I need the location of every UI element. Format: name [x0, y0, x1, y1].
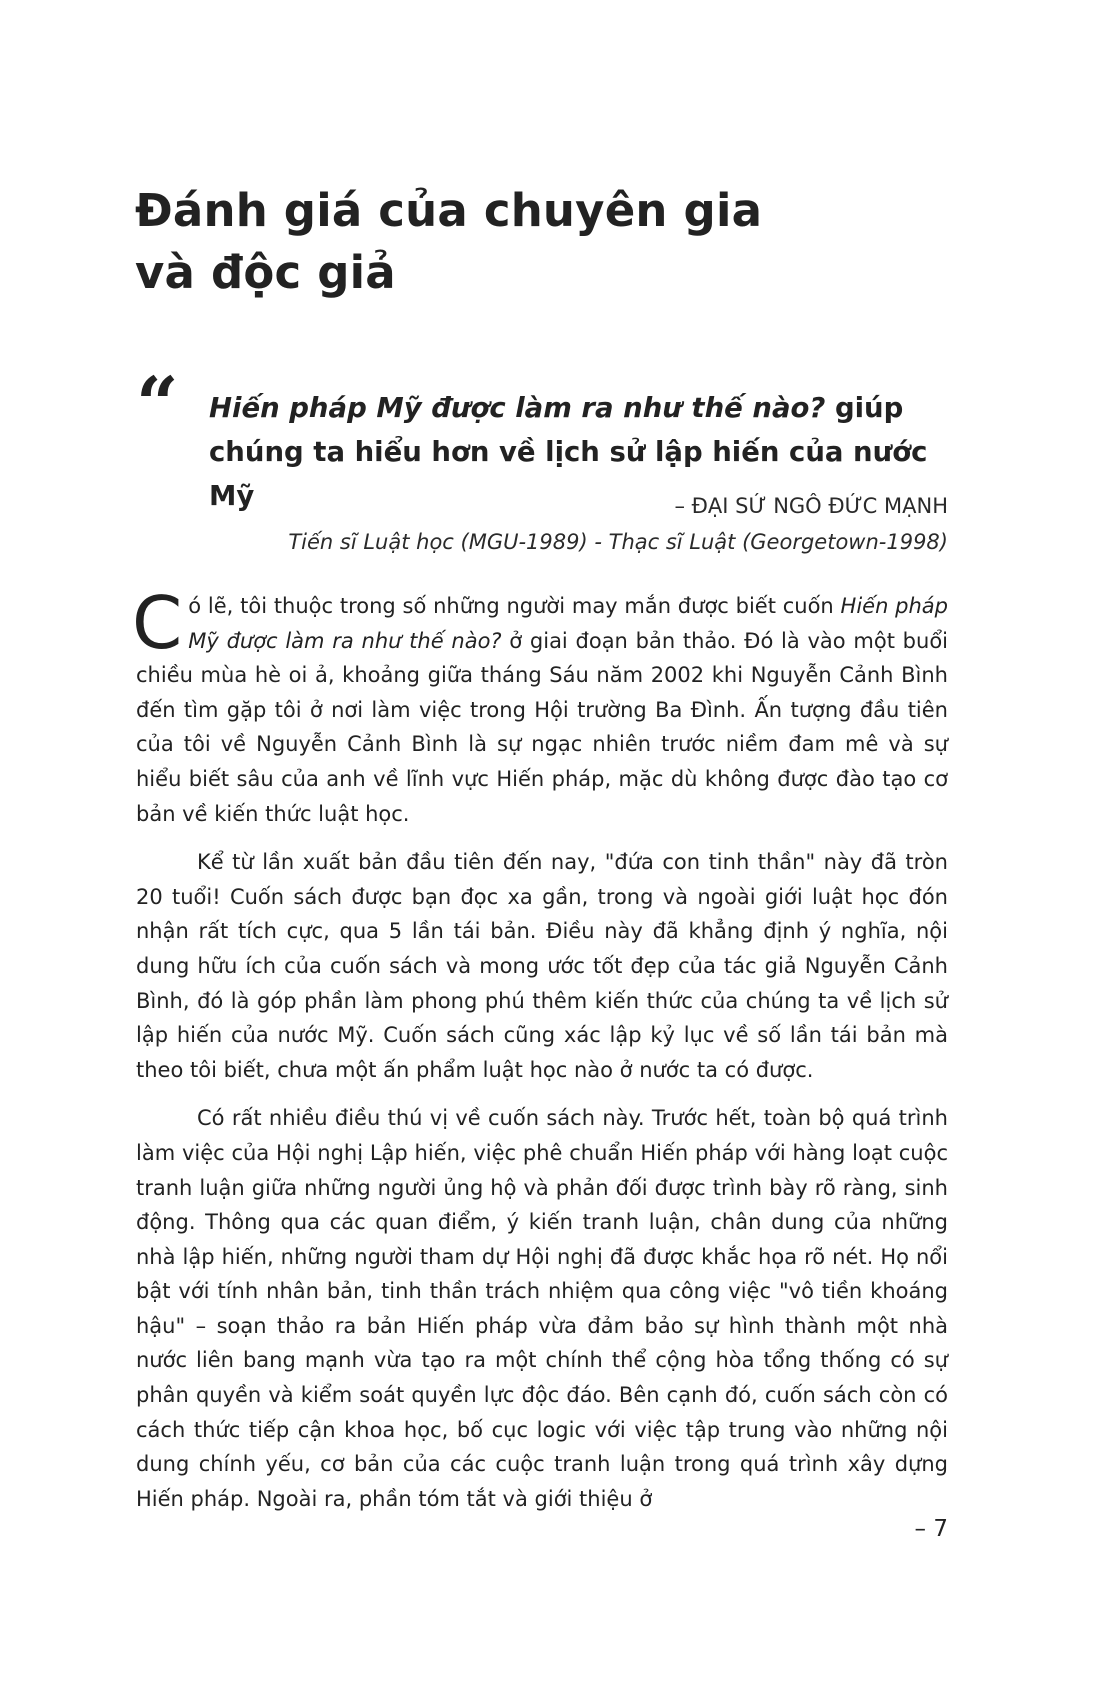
quote-text-line-2: chúng ta hiểu hơn về lịch sử lập hiến của nước Mỹ [209, 436, 928, 512]
paragraph-2: Kể từ lần xuất bản đầu tiên đến nay, "đứa con tinh thần" này đã tròn 20 tuổi! Cuốn sách được bạn đọc xa gần, trong và ngoài giới luật học đón nhận rất tích cực, qua 5 lần tái bản. Điều này đã khẳng định ý nghĩa, nội dung hữu ích của cuốn sách và mong ước tốt đẹp của tác giả Nguyễn Cảnh Bình, đó là góp phần làm phong phú thêm kiến thức của chúng ta về lịch sử lập hiến của nước Mỹ. Cuốn sách cũng xác lập kỷ lục về số lần tái bản mà theo tôi biết, chưa một ấn phẩm luật học nào ở nước ta có được. [136, 850, 948, 1082]
page-heading [135, 180, 955, 304]
attribution-author: – ĐẠI SỨ NGÔ ĐỨC MẠNH [674, 494, 948, 518]
paragraph-3: Có rất nhiều điều thú vị về cuốn sách này. Trước hết, toàn bộ quá trình làm việc của Hội nghị Lập hiến, việc phê chuẩn Hiến pháp với hàng loạt cuộc tranh luận giữa những người ủng hộ và phản đối được trình bày rõ ràng, sinh động. Thông qua các quan điểm, ý kiến tranh luận, chân dung của những nhà lập hiến, những người tham dự Hội nghị đã được khắc họa rõ nét. Họ nổi bật với tính nhân bản, tinh thần trách nhiệm qua công việc "vô tiền khoáng hậu" – soạn thảo ra bản Hiến pháp vừa đảm bảo sự hình thành một nhà nước liên bang mạnh vừa tạo ra một chính thể cộng hòa tổng thống có sự phân quyền và kiểm soát quyền lực độc đáo. Bên cạnh đó, cuốn sách còn có cách thức tiếp cận khoa học, bố cục logic với việc tập trung vào những nội dung chính yếu, cơ bản của các cuộc tranh luận trong quá trình xây dựng Hiến pháp. Ngoài ra, phần tóm tắt và giới thiệu ở [136, 1106, 948, 1511]
quote-book-title: Hiến pháp Mỹ được làm ra như thế nào? [209, 392, 826, 424]
quote-attribution [288, 488, 948, 560]
paragraph-1 [132, 581, 949, 831]
paragraph-1-book-title: Hiến pháp Mỹ được làm ra như thế nào? [188, 594, 949, 653]
attribution-credential: Tiến sĩ Luật học (MGU-1989) - Thạc sĩ Luật (Georgetown-1998) [288, 530, 948, 554]
heading-line-2: và độc giả [135, 246, 396, 299]
heading-line-1: Đánh giá của chuyên gia [135, 184, 763, 237]
paragraph-1-end: ở giai đoạn bản thảo. Đó là vào một buổi chiều mùa hè oi ả, khoảng giữa tháng Sáu năm 2002 khi Nguyễn Cảnh Bình đến tìm gặp tôi ở nơi làm việc trong Hội trường Ba Đình. Ấn tượng đầu tiên của tôi về Nguyễn Cảnh Bình là sự ngạc nhiên trước niềm đam mê và sự hiểu biết sâu của anh về lĩnh vực Hiến pháp, mặc dù không được đào tạo cơ bản về kiến thức luật học. [136, 628, 948, 826]
quote-text-line-1: giúp [825, 392, 904, 424]
quote-mark-icon: “ [136, 362, 179, 448]
paragraph-1-start: ó lẽ, tôi thuộc trong số những người may mắn được biết cuốn [188, 594, 841, 618]
drop-cap: C [132, 581, 183, 665]
body-text [132, 581, 949, 1530]
page-number: – 7 [914, 1516, 948, 1542]
